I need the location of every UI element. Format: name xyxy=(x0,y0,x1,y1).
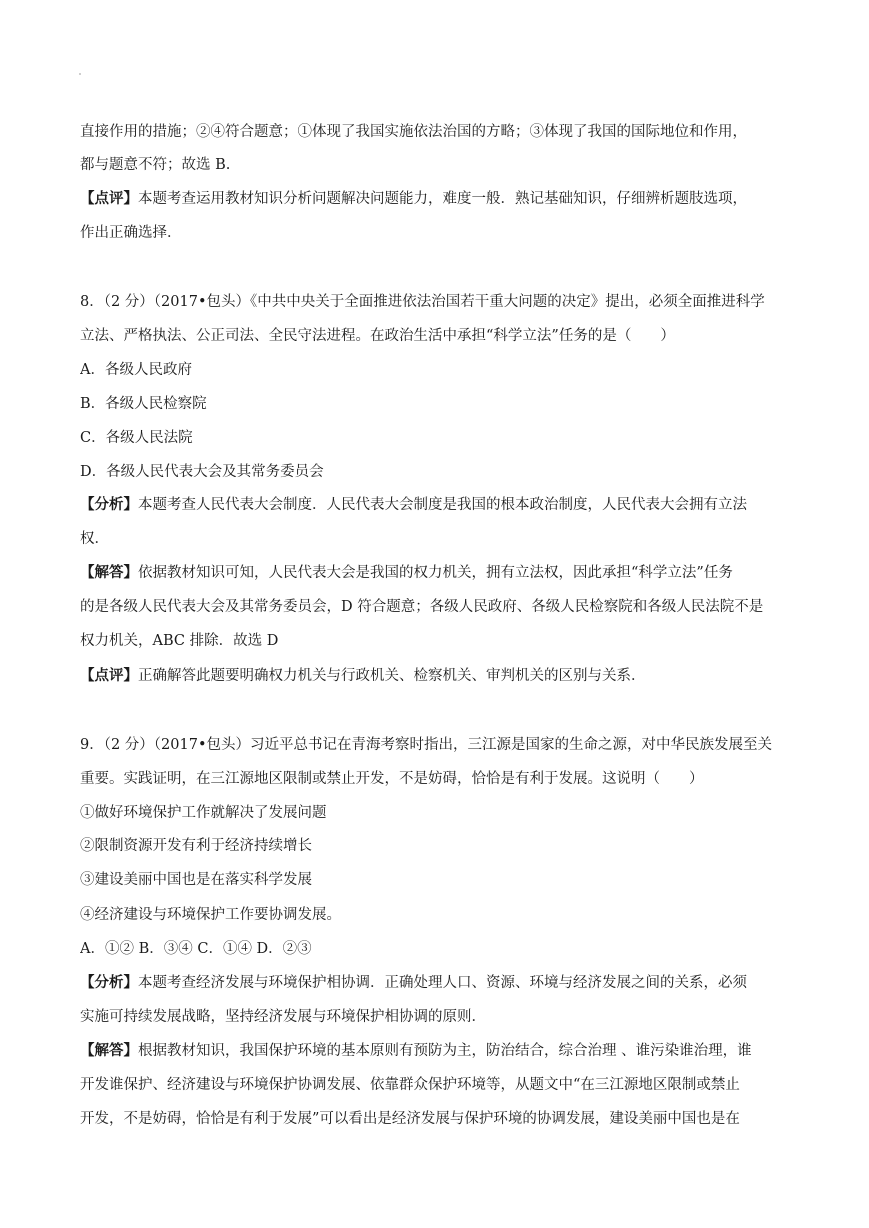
line-text: 依据教材知识可知，人民代表大会是我国的权力机关，拥有立法权，因此承担“科学立法”任务 xyxy=(138,565,733,581)
page-corner-mark xyxy=(79,73,81,75)
line-text: 本题考查运用教材知识分析问题解决问题能力，难度一般．熟记基础知识，仔细辨析题肢选项， xyxy=(138,191,747,207)
section-tag: 【分析】 xyxy=(80,974,138,991)
line-text: 都与题意不符；故选 B. xyxy=(80,157,231,173)
line-text: 开发，不是妨碍，恰恰是有利于发展”可以看出是经济发展与保护环境的协调发展，建设美丽中国也是在 xyxy=(80,1111,740,1127)
line-text: ①做好环境保护工作就解决了发展问题 xyxy=(80,805,327,821)
text-line xyxy=(80,905,800,925)
text-line xyxy=(80,495,800,515)
text-line xyxy=(80,597,800,617)
section-tag: 【解答】 xyxy=(80,564,138,581)
text-line xyxy=(80,223,800,243)
section-tag: 【分析】 xyxy=(80,496,138,513)
text-line xyxy=(80,292,800,312)
line-text: ④经济建设与环境保护工作要协调发展。 xyxy=(80,907,341,923)
text-line xyxy=(80,428,800,448)
text-line xyxy=(80,769,800,789)
text-line xyxy=(80,735,800,755)
text-line xyxy=(80,563,800,583)
text-line xyxy=(80,360,800,380)
line-text: 权． xyxy=(80,531,109,547)
line-text: ③建设美丽中国也是在落实科学发展 xyxy=(80,872,312,888)
line-text: D．各级人民代表大会及其常务委员会 xyxy=(80,464,324,480)
section-tag: 【点评】 xyxy=(80,190,138,207)
text-line xyxy=(80,973,800,993)
line-text: 正确解答此题要明确权力机关与行政机关、检察机关、审判机关的区别与关系． xyxy=(138,668,646,684)
text-line xyxy=(80,1041,800,1061)
line-text: 的是各级人民代表大会及其常务委员会，D 符合题意；各级人民政府、各级人民检察院和各级人民法院不是 xyxy=(80,599,764,615)
text-line xyxy=(80,155,800,175)
text-line xyxy=(80,631,800,651)
text-line xyxy=(80,462,800,482)
text-line xyxy=(80,1109,800,1129)
line-text: 开发谁保护、经济建设与环境保护协调发展、依靠群众保护环境等，从题文中“在三江源地区限制或禁止 xyxy=(80,1077,740,1093)
line-text: B．各级人民检察院 xyxy=(80,396,207,412)
line-text: 本题考查人民代表大会制度．人民代表大会制度是我国的根本政治制度，人民代表大会拥有立法 xyxy=(138,497,747,513)
line-text: 直接作用的措施；②④符合题意；①体现了我国实施依法治国的方略；③体现了我国的国际地位和作用， xyxy=(80,124,747,140)
text-line xyxy=(80,326,800,346)
section-tag: 【点评】 xyxy=(80,667,138,684)
line-text: 根据教材知识，我国保护环境的基本原则有预防为主，防治结合，综合治理 、谁污染谁治理，谁 xyxy=(138,1043,752,1059)
text-line xyxy=(80,939,800,959)
section-tag: 【解答】 xyxy=(80,1042,138,1059)
line-text: 立法、严格执法、公正司法、全民守法进程。在政治生活中承担“科学立法”任务的是（ ） xyxy=(80,328,675,344)
line-text: 9．（2 分）（2017•包头）习近平总书记在青海考察时指出，三江源是国家的生命之源，对中华民族发展至关 xyxy=(80,737,773,753)
line-text: 权力机关，ABC 排除．故选 D xyxy=(80,633,279,649)
text-line xyxy=(80,836,800,856)
line-text: 作出正确选择． xyxy=(80,225,182,241)
text-line xyxy=(80,189,800,209)
text-line xyxy=(80,394,800,414)
line-text: 8．（2 分）（2017•包头）《中共中央关于全面推进依法治国若干重大问题的决定》提出，必须全面推进科学 xyxy=(80,294,765,310)
text-line xyxy=(80,1007,800,1027)
line-text: 实施可持续发展战略，坚持经济发展与环境保护相协调的原则． xyxy=(80,1009,486,1025)
text-line xyxy=(80,529,800,549)
line-text: A．各级人民政府 xyxy=(80,362,192,378)
line-text: C．各级人民法院 xyxy=(80,430,193,446)
text-line xyxy=(80,122,800,142)
text-line xyxy=(80,870,800,890)
line-text: A．①② B．③④ C．①④ D．②③ xyxy=(80,941,312,957)
text-line xyxy=(80,1075,800,1095)
line-text: ②限制资源开发有利于经济持续增长 xyxy=(80,838,312,854)
text-line xyxy=(80,666,800,686)
line-text: 重要。实践证明，在三江源地区限制或禁止开发，不是妨碍，恰恰是有利于发展。这说明（ ） xyxy=(80,771,704,787)
line-text: 本题考查经济发展与环境保护相协调．正确处理人口、资源、环境与经济发展之间的关系，必须 xyxy=(138,975,747,991)
text-line xyxy=(80,803,800,823)
